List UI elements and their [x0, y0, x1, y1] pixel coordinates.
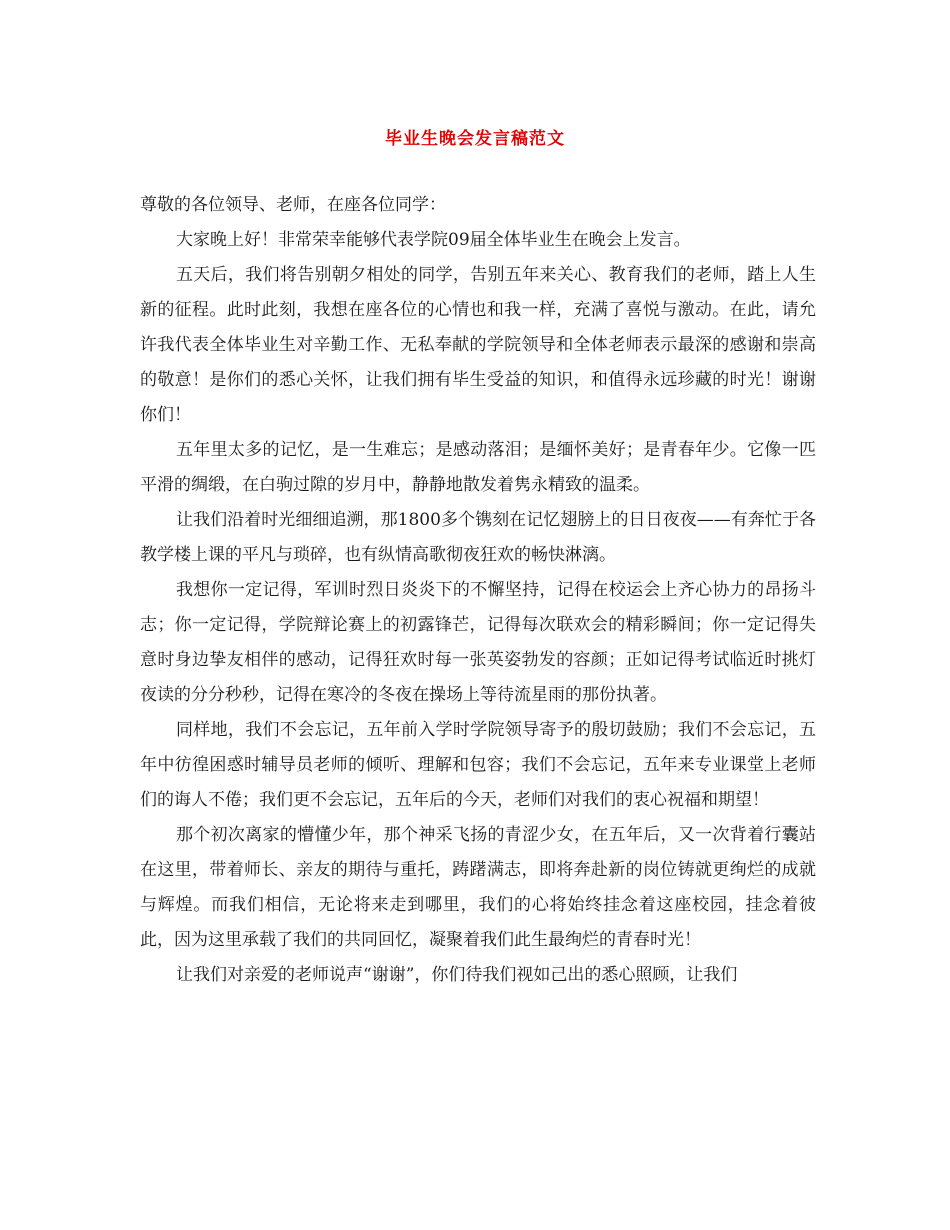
paragraph: 五年里太多的记忆，是一生难忘；是感动落泪；是缅怀美好；是青春年少。它像一匹平滑的绸缎，在白驹过隙的岁月中，静静地散发着隽永精致的温柔。: [140, 440, 816, 495]
paragraph: 我想你一定记得，军训时烈日炎炎下的不懈坚持，记得在校运会上齐心协力的昂扬斗志；你一定记得，学院辩论赛上的初露锋芒，记得每次联欢会的精彩瞬间；你一定记得失意时身边挚友相伴的感动，记得狂欢时每一张英姿勃发的容颜；正如记得考试临近时挑灯夜读的分分秒秒，记得在寒冷的冬夜在操场上等待流星雨的那份执著。: [140, 580, 816, 705]
paragraph: 让我们对亲爱的老师说声“谢谢”，你们待我们视如己出的悉心照顾，让我们: [176, 965, 738, 985]
document-body: [140, 188, 816, 993]
salutation: 尊敬的各位领导、老师，在座各位同学：: [140, 195, 446, 215]
paragraph: 同样地，我们不会忘记，五年前入学时学院领导寄予的殷切鼓励；我们不会忘记，五年中彷徨困惑时辅导员老师的倾听、理解和包容；我们不会忘记，五年来专业课堂上老师们的诲人不倦；我们更不会忘记，五年后的今天，老师们对我们的衷心祝福和期望！: [140, 720, 816, 810]
paragraph: 大家晚上好！非常荣幸能够代表学院09届全体毕业生在晚会上发言。: [176, 230, 691, 250]
paragraph: 让我们沿着时光细细追溯，那1800多个镌刻在记忆翅膀上的日日夜夜——有奔忙于各教学楼上课的平凡与琐碎，也有纵情高歌彻夜狂欢的畅快淋漓。: [140, 510, 816, 565]
document-title: 毕业生晚会发言稿范文: [385, 129, 565, 149]
paragraph: 五天后，我们将告别朝夕相处的同学，告别五年来关心、教育我们的老师，踏上人生新的征程。此时此刻，我想在座各位的心情也和我一样，充满了喜悦与激动。在此，请允许我代表全体毕业生对辛勤工作、无私奉献的学院领导和全体老师表示最深的感谢和崇高的敬意！是你们的悉心关怀，让我们拥有毕生受益的知识，和值得永远珍藏的时光！谢谢你们！: [140, 265, 816, 425]
paragraph: 那个初次离家的懵懂少年，那个神采飞扬的青涩少女，在五年后，又一次背着行囊站在这里，带着师长、亲友的期待与重托，踌躇满志，即将奔赴新的岗位铸就更绚烂的成就与辉煌。而我们相信，无论将来走到哪里，我们的心将始终挂念着这座校园，挂念着彼此，因为这里承载了我们的共同回忆，凝聚着我们此生最绚烂的青春时光！: [140, 825, 816, 950]
